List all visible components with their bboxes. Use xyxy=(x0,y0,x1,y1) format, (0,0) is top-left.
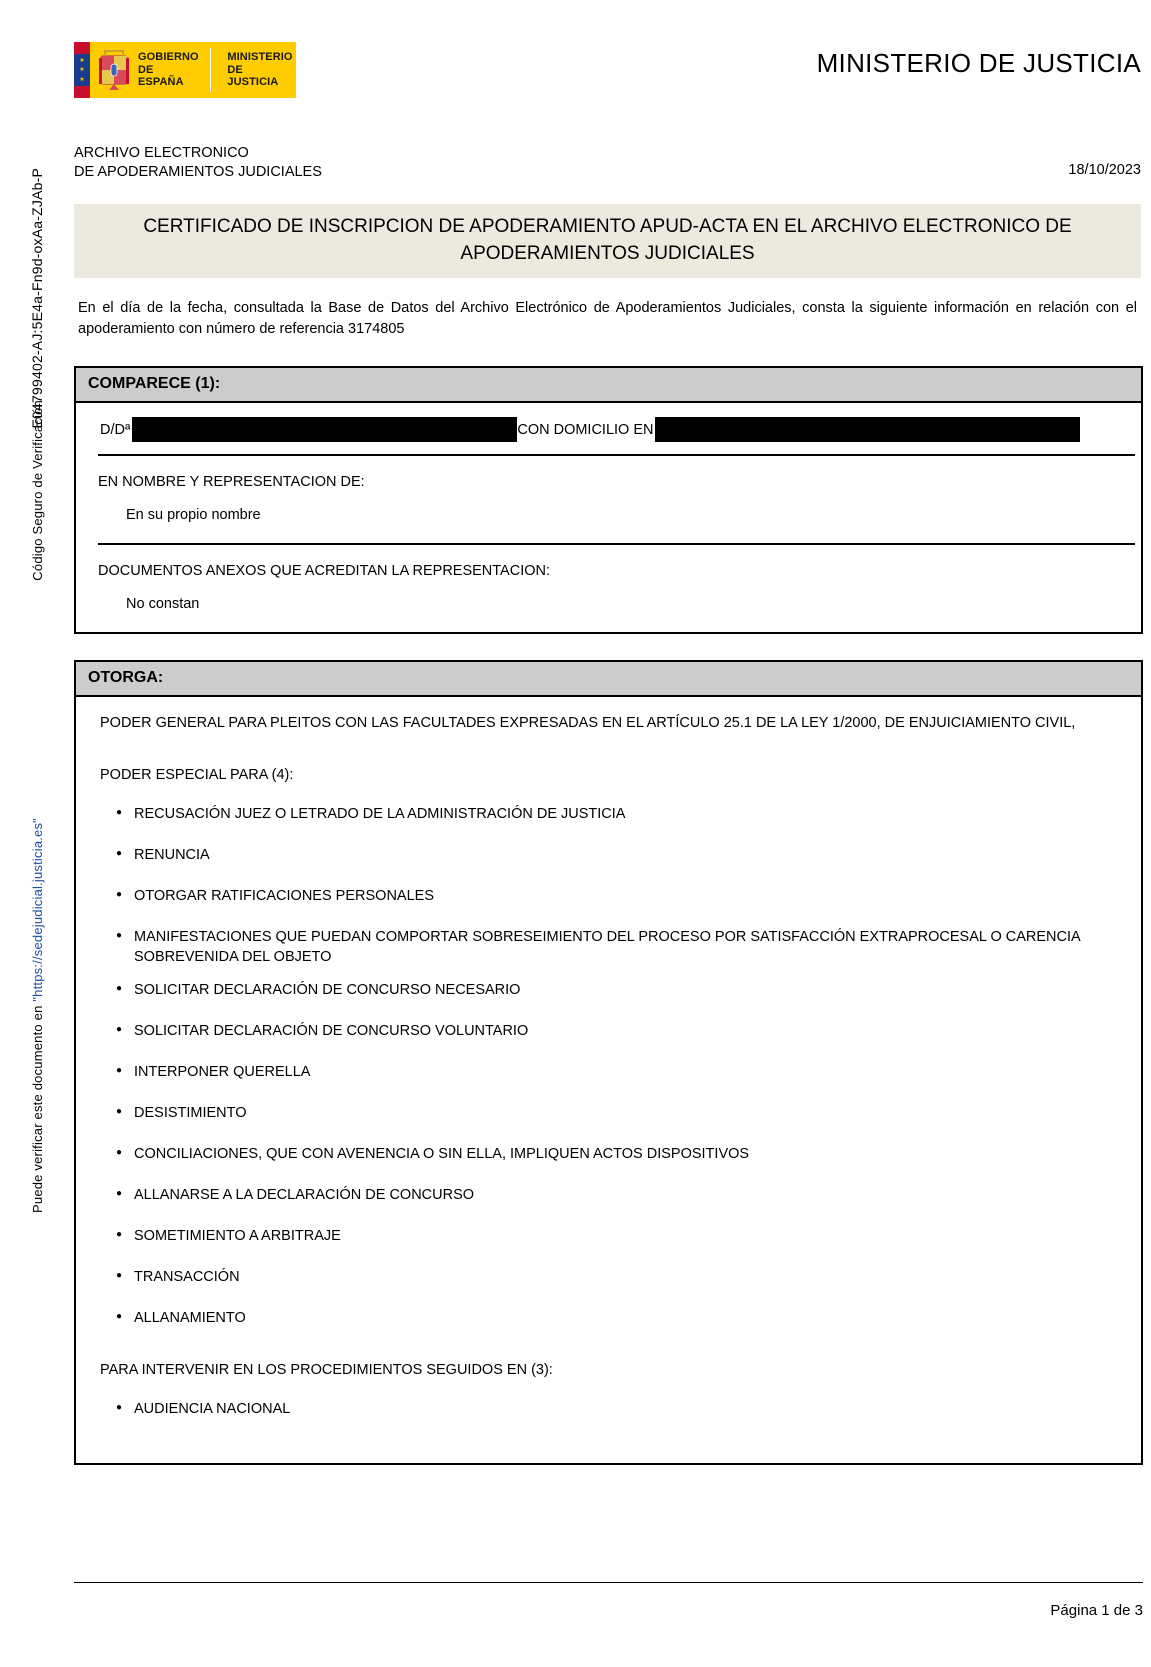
list-item: ● MANIFESTACIONES QUE PUEDAN COMPORTAR SOBRESEIMIENTO DEL PROCESO POR SATISFACCIÓN EXTRAPROCESAL O CARENCIA SOBREVENIDA DEL OBJETO xyxy=(100,927,1127,967)
documents-title: DOCUMENTOS ANEXOS QUE ACREDITAN LA REPRESENTACION: xyxy=(98,563,551,579)
list-item: ● CONCILIACIONES, QUE CON AVENENCIA O SIN ELLA, IMPLIQUEN ACTOS DISPOSITIVOS xyxy=(100,1144,1127,1164)
archive-name-line2: DE APODERAMIENTOS JUDICIALES xyxy=(74,164,322,180)
list-item: ● RENUNCIA xyxy=(100,845,1127,865)
certificate-title-banner: CERTIFICADO DE INSCRIPCION DE APODERAMIENTO APUD-ACTA EN EL ARCHIVO ELECTRONICO DE APODERAMIENTOS JUDICIALES xyxy=(74,204,1141,278)
list-item: ● DESISTIMIENTO xyxy=(100,1103,1127,1123)
otorga-section xyxy=(74,660,1143,1465)
procedures-heading: PARA INTERVENIR EN LOS PROCEDIMIENTOS SEGUIDOS EN (3): xyxy=(100,1362,553,1378)
comparece-section-title: COMPARECE (1): xyxy=(76,368,1141,403)
representation-value: En su propio nombre xyxy=(126,507,261,523)
verification-notice-prefix: Puede verificar este documento en xyxy=(30,1001,45,1213)
footer-divider xyxy=(74,1582,1143,1583)
person-value-redacted xyxy=(132,417,517,442)
ministry-title: MINISTERIO DE JUSTICIA xyxy=(816,48,1141,78)
otorga-lead-text: PODER GENERAL PARA PLEITOS CON LAS FACULTADES EXPRESADAS EN EL ARTÍCULO 25.1 DE LA LEY 1/2000, DE ENJUICIAMIENTO CIVIL, xyxy=(100,715,1076,731)
document-page xyxy=(62,0,1151,1667)
logo-ministerio-text: MINISTERIO DE JUSTICIA xyxy=(227,51,293,89)
archive-name xyxy=(74,144,1141,182)
list-item: ● ALLANARSE A LA DECLARACIÓN DE CONCURSO xyxy=(100,1185,1127,1205)
special-powers-list xyxy=(100,804,1127,1328)
otorga-section-title: OTORGA: xyxy=(76,662,1141,697)
list-item: ● SOLICITAR DECLARACIÓN DE CONCURSO NECESARIO xyxy=(100,980,1127,1000)
documents-block xyxy=(76,545,1141,632)
representation-block xyxy=(76,456,1141,543)
document-date: 18/10/2023 xyxy=(1068,162,1141,178)
archive-row xyxy=(74,144,1141,188)
comparece-section xyxy=(74,366,1143,634)
list-item: ● ALLANAMIENTO xyxy=(100,1308,1127,1328)
special-powers-heading: PODER ESPECIAL PARA (4): xyxy=(100,767,294,783)
logo-divider xyxy=(210,48,211,92)
archive-name-line1: ARCHIVO ELECTRONICO xyxy=(74,145,249,161)
list-item: ● AUDIENCIA NACIONAL xyxy=(100,1399,1127,1419)
left-margin-verification-strip xyxy=(0,0,62,1667)
document-header xyxy=(62,0,1151,118)
list-item: ● OTORGAR RATIFICACIONES PERSONALES xyxy=(100,886,1127,906)
list-item: ● SOLICITAR DECLARACIÓN DE CONCURSO VOLUNTARIO xyxy=(100,1021,1127,1041)
verification-url[interactable]: "https://sedejudicial.justicia.es" xyxy=(30,818,45,1002)
list-item: ● INTERPONER QUERELLA xyxy=(100,1062,1127,1082)
gobierno-de-espana-logo xyxy=(74,42,296,98)
comparece-identity-row xyxy=(76,403,1141,454)
list-item: ● SOMETIMIENTO A ARBITRAJE xyxy=(100,1226,1127,1246)
spanish-flag-icon: ★ ★ ★ xyxy=(74,42,90,98)
documents-value: No constan xyxy=(126,596,200,612)
domicile-label: CON DOMICILIO EN xyxy=(517,421,654,438)
logo-gobierno-text: GOBIERNO DE ESPAÑA xyxy=(138,51,199,89)
coat-of-arms-icon xyxy=(97,48,131,92)
csv-label: Código Seguro de Verificación xyxy=(30,400,45,581)
representation-title: EN NOMBRE Y REPRESENTACION DE: xyxy=(98,474,365,490)
person-label: D/Dª xyxy=(100,421,131,438)
domicile-value-redacted xyxy=(655,417,1080,442)
list-item: ● RECUSACIÓN JUEZ O LETRADO DE LA ADMINISTRACIÓN DE JUSTICIA xyxy=(100,804,1127,824)
intro-paragraph: En el día de la fecha, consultada la Base de Datos del Archivo Electrónico de Apoderamientos Judiciales, consta la siguiente información en relación con el apoderamiento con número de referencia 3174805 xyxy=(78,300,1137,337)
procedures-list xyxy=(100,1399,1127,1419)
verification-notice xyxy=(31,818,44,1213)
list-item: ● TRANSACCIÓN xyxy=(100,1267,1127,1287)
csv-code: E04799402-AJ:5E4a-Fn9d-oxAa-ZJAb-P xyxy=(29,168,45,429)
page-number: Página 1 de 3 xyxy=(1050,1602,1143,1619)
